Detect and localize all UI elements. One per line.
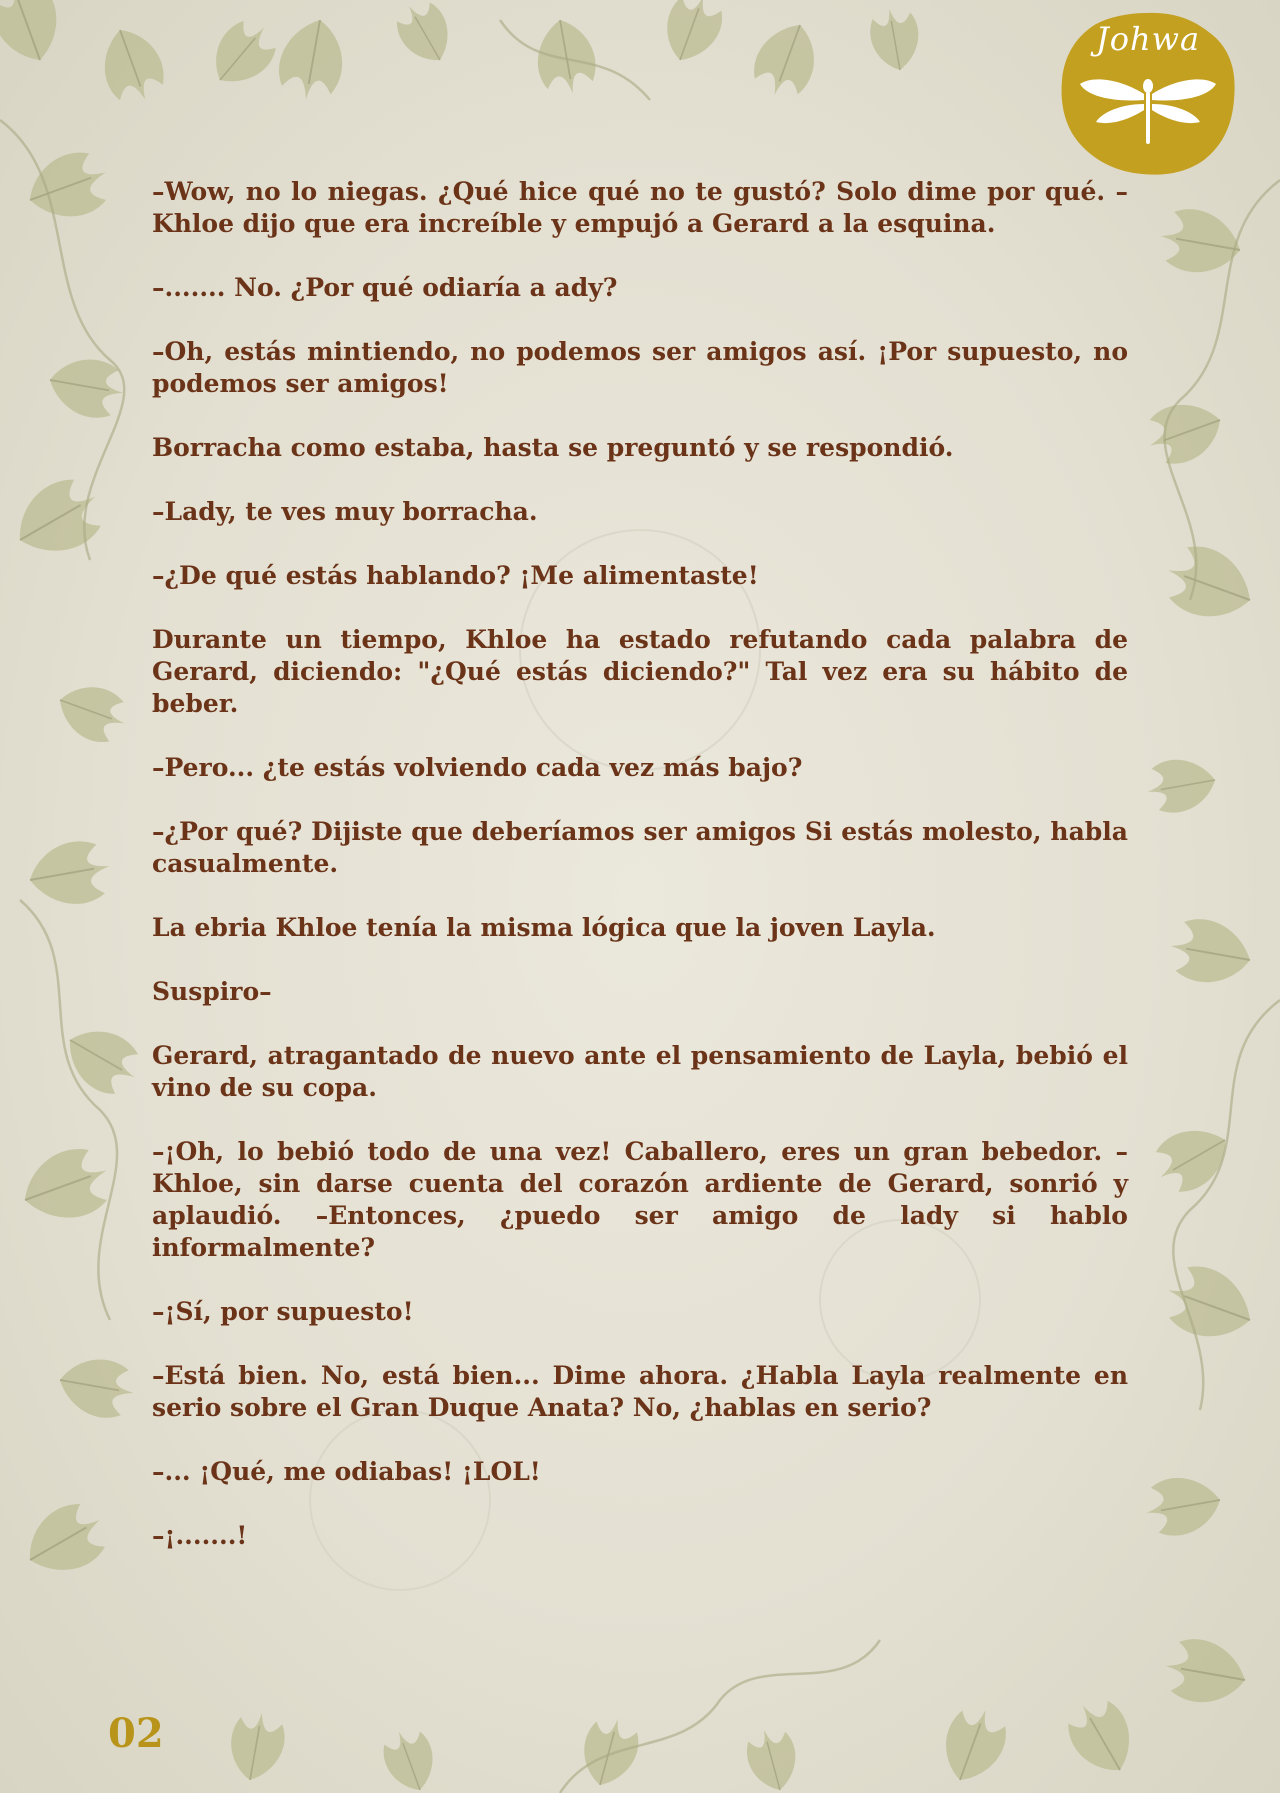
page-number: 02 xyxy=(108,1710,164,1757)
johwa-logo xyxy=(1058,8,1238,178)
paragraph: –¡.......! xyxy=(152,1521,248,1550)
logo-text: Johwa xyxy=(1095,20,1201,58)
paragraph: –Pero... ¿te estás volviendo cada vez más bajo? xyxy=(152,753,803,782)
story-text xyxy=(152,176,1128,1584)
paragraph: –¿De qué estás hablando? ¡Me alimentaste! xyxy=(152,561,759,590)
paragraph: –Wow, no lo niegas. ¿Qué hice qué no te gustó? Solo dime por qué. –Khloe dijo que era increíble y empujó a Gerard a la esquina. xyxy=(152,177,1128,238)
paragraph: –¿Por qué? Dijiste que deberíamos ser amigos Si estás molesto, habla casualmente. xyxy=(152,817,1128,878)
paragraph: Borracha como estaba, hasta se preguntó y se respondió. xyxy=(152,433,954,462)
paragraph: Suspiro– xyxy=(152,977,272,1006)
paragraph: –Lady, te ves muy borracha. xyxy=(152,497,538,526)
paragraph: –¡Oh, lo bebió todo de una vez! Caballero, eres un gran bebedor. –Khloe, sin darse cuenta del corazón ardiente de Gerard, sonrió y aplaudió. –Entonces, ¿puedo ser amigo de lady si hablo informalmente? xyxy=(152,1137,1128,1262)
paragraph: –... ¡Qué, me odiabas! ¡LOL! xyxy=(152,1457,541,1486)
paragraph: –¡Sí, por supuesto! xyxy=(152,1297,414,1326)
paragraph: –Oh, estás mintiendo, no podemos ser amigos así. ¡Por supuesto, no podemos ser amigos! xyxy=(152,337,1128,398)
paragraph: Gerard, atragantado de nuevo ante el pensamiento de Layla, bebió el vino de su copa. xyxy=(152,1041,1128,1102)
paragraph: La ebria Khloe tenía la misma lógica que la joven Layla. xyxy=(152,913,936,942)
paragraph: Durante un tiempo, Khloe ha estado refutando cada palabra de Gerard, diciendo: "¿Qué estás diciendo?" Tal vez era su hábito de beber. xyxy=(152,625,1128,718)
paragraph: –....... No. ¿Por qué odiaría a ady? xyxy=(152,273,618,302)
paragraph: –Está bien. No, está bien... Dime ahora. ¿Habla Layla realmente en serio sobre el Gran Duque Anata? No, ¿hablas en serio? xyxy=(152,1361,1128,1422)
